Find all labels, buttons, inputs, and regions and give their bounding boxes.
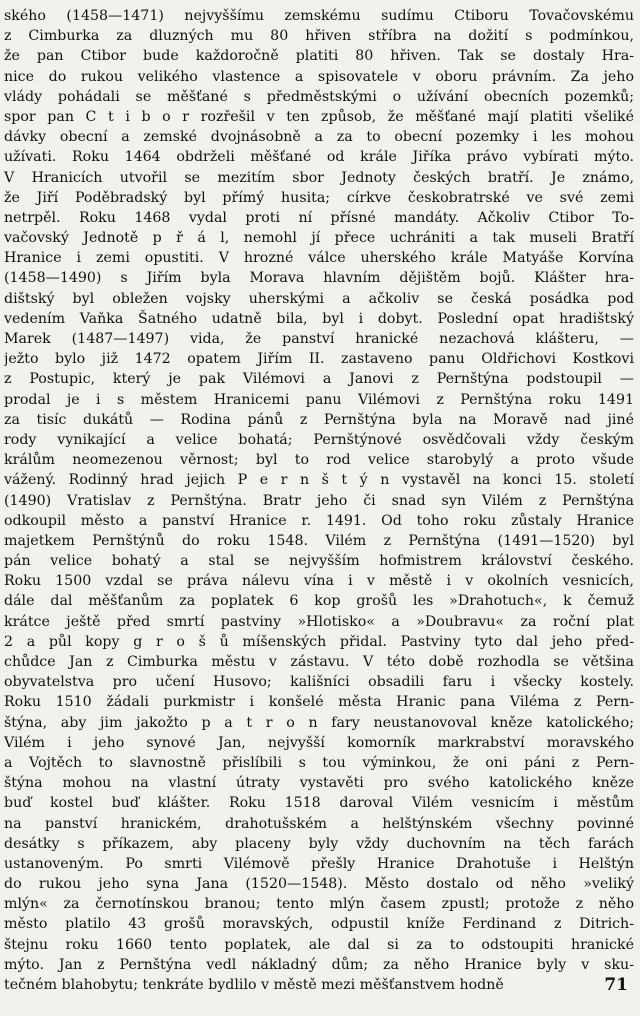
text-line: odkoupil město a panství Hranice r. 1491. Od toho roku zůstaly Hranice bbox=[4, 512, 634, 529]
text-line: Roku 1500 vzdal se práva nálevu vína i v městě i v okolních vesnicích, bbox=[4, 573, 634, 590]
text-line: buď kostel buď klášter. Roku 1518 daroval Vilém vesnicím i městům bbox=[4, 795, 634, 812]
text-line: štýna, aby jim jakožto p a t r o n fary neustanovoval kněze katolického; bbox=[4, 714, 634, 731]
text-line: majetkem Pernštýnů do roku 1548. Vilém z Pernštýna (1491—1520) byl bbox=[4, 532, 634, 549]
text-line: mýto. Jan z Pernštýna vedl nákladný dům; za něho Hranice byly v sku- bbox=[4, 956, 634, 973]
text-line: Roku 1510 žádali purkmistr i konšelé města Hranic pana Viléma z Pern- bbox=[4, 694, 634, 711]
text-line: obyvatelstva pro učení Husovo; kališníci obsadili faru i všecky kostely. bbox=[4, 674, 634, 691]
text-line: ustanoveným. Po smrti Vilémově přešly Hranice Drahotuše i Helštýn bbox=[4, 855, 634, 872]
text-line: rody vynikající a velice bohatá; Pernštýnové osvědčovali vždy českým bbox=[4, 431, 634, 448]
text-line: mlýn« za černotínskou branou; tento mlýn časem zpustl; protože z něho bbox=[4, 896, 634, 913]
text-line: z Postupic, který je pak Vilémovi a Janovi z Pernštýna podstoupil — bbox=[4, 371, 634, 388]
text-line: V Hranicích utvořil se mezitím sbor Jednoty českých bratří. Je známo, bbox=[4, 169, 634, 186]
text-line: že pan Ctibor bude každoročně platiti 80 hřiven. Tak se dostaly Hra- bbox=[4, 48, 634, 65]
text-line: vačovský Jednotě p ř á l, nemohl jí přece uchrániti a tak museli Bratří bbox=[4, 230, 634, 247]
text-line: štýna mohou na vlastní útraty vystavěti pro svého katolického kněze bbox=[4, 775, 634, 792]
page-number: 71 bbox=[604, 975, 628, 995]
text-line: tečném blahobytu; tenkráte bydlilo v městě mezi měšťanstvem hodně bbox=[4, 977, 504, 993]
text-line: nice do rukou velikého vlastence a spisovatele v oboru právním. Za jeho bbox=[4, 68, 634, 85]
text-line: Marek (1487—1497) vida, že panství hranické nezachová klášteru, — bbox=[4, 331, 634, 347]
text-line: na panství hranickém, drahotušském a helštýnském všechny povinné bbox=[4, 815, 634, 832]
text-line: a Vojtěch to slavnostně přislíbili s tou výminkou, že oni páni z Pern- bbox=[4, 754, 634, 771]
text-line: Hranice i zemi opustiti. V hrozné válce uherského krále Matyáše Korvína bbox=[4, 250, 634, 267]
text-line: dištský byl obležen vojsky uherskými a ačkoliv se česká posádka pod bbox=[4, 290, 634, 307]
text-line: dávky obecní a zemské dvojnásobně a za to obecní pozemky i les mohou bbox=[4, 129, 634, 146]
text-line: vážený. Rodinný hrad jejich P e r n š t ý n vystavěl na konci 15. století bbox=[4, 472, 634, 489]
text-line: chůdce Jan z Cimburka městu v zástavu. V této době rozhodla se většina bbox=[4, 654, 634, 670]
text-line: štejnu roku 1660 tento poplatek, ale dal si za to odstoupiti hranické bbox=[4, 936, 634, 953]
text-line: z Cimburka za dluzných mu 80 hřiven stříbra na dožití s podmínkou, bbox=[4, 28, 634, 45]
text-line: (1458—1490) s Jiřím byla Morava hlavním dějištěm bojů. Klášter hra- bbox=[4, 270, 634, 287]
text-line: za tisíc dukátů — Rodina pánů z Pernštýna byla na Moravě nad jiné bbox=[4, 411, 634, 428]
text-line: (1490) Vratislav z Pernštýna. Bratr jeho či snad syn Vilém z Pernštýna bbox=[4, 492, 634, 509]
text-line: desátky s příkazem, aby placeny byly vždy duchovním na těch farách bbox=[4, 835, 634, 852]
text-line: do rukou jeho syna Jana (1520—1548). Město dostalo od něho »veliký bbox=[4, 876, 634, 893]
text-line: vedením Vaňka Šatného udatně bila, byl i dobyt. Poslední opat hradištský bbox=[4, 310, 634, 327]
text-line: 2 a půl kopy g r o š ů míšenských přidal. Pastviny tyto dal jeho před- bbox=[4, 633, 634, 650]
text-line: pán velice bohatý a stal se nejvyšším hofmistrem království českého. bbox=[4, 553, 634, 570]
text-line: netrpěl. Roku 1468 vydal proti ní přísné mandáty. Ačkoliv Ctibor To- bbox=[4, 209, 634, 226]
text-line: užívati. Roku 1464 obdrželi měšťané od krále Jiříka právo vybírati mýto. bbox=[4, 149, 634, 166]
text-line: prodal je i s městem Hranicemi panu Vilémovi z Pernštýna roku 1491 bbox=[4, 391, 634, 408]
text-line: město platilo 43 grošů moravských, odpustil kníže Ferdinand z Ditrich- bbox=[4, 916, 634, 933]
text-line: spor pan C t i b o r rozřešil v ten způsob, že měšťané mají platiti všeliké bbox=[4, 108, 634, 125]
text-line: dále dal měšťanům za poplatek 6 kop grošů les »Drahotuch«, k čemuž bbox=[4, 593, 634, 610]
book-page-text bbox=[4, 6, 634, 995]
text-line: že Jiří Poděbradský byl přímý husita; církve českobratrské ve své zemi bbox=[4, 189, 634, 206]
text-line: Vilém i jeho synové Jan, nejvyšší komorník markrabství moravského bbox=[4, 734, 634, 751]
text-line: ježto bylo již 1472 opatem Jiřím II. zastaveno panu Oldřichovi Kostkovi bbox=[4, 351, 634, 368]
text-line: králům neomezenou věrnost; byl to rod velice starobylý a proto všude bbox=[4, 452, 634, 469]
text-line: vlády pohádali se měšťané s předměstskými o užívání obecních pozemků; bbox=[4, 88, 634, 105]
text-line: ského (1458—1471) nejvyššímu zemskému sudímu Ctiboru Tovačovskému bbox=[4, 8, 634, 24]
text-line: krátce ještě před smrtí pastviny »Hlotisko« a »Doubravu« za roční plat bbox=[4, 613, 634, 630]
